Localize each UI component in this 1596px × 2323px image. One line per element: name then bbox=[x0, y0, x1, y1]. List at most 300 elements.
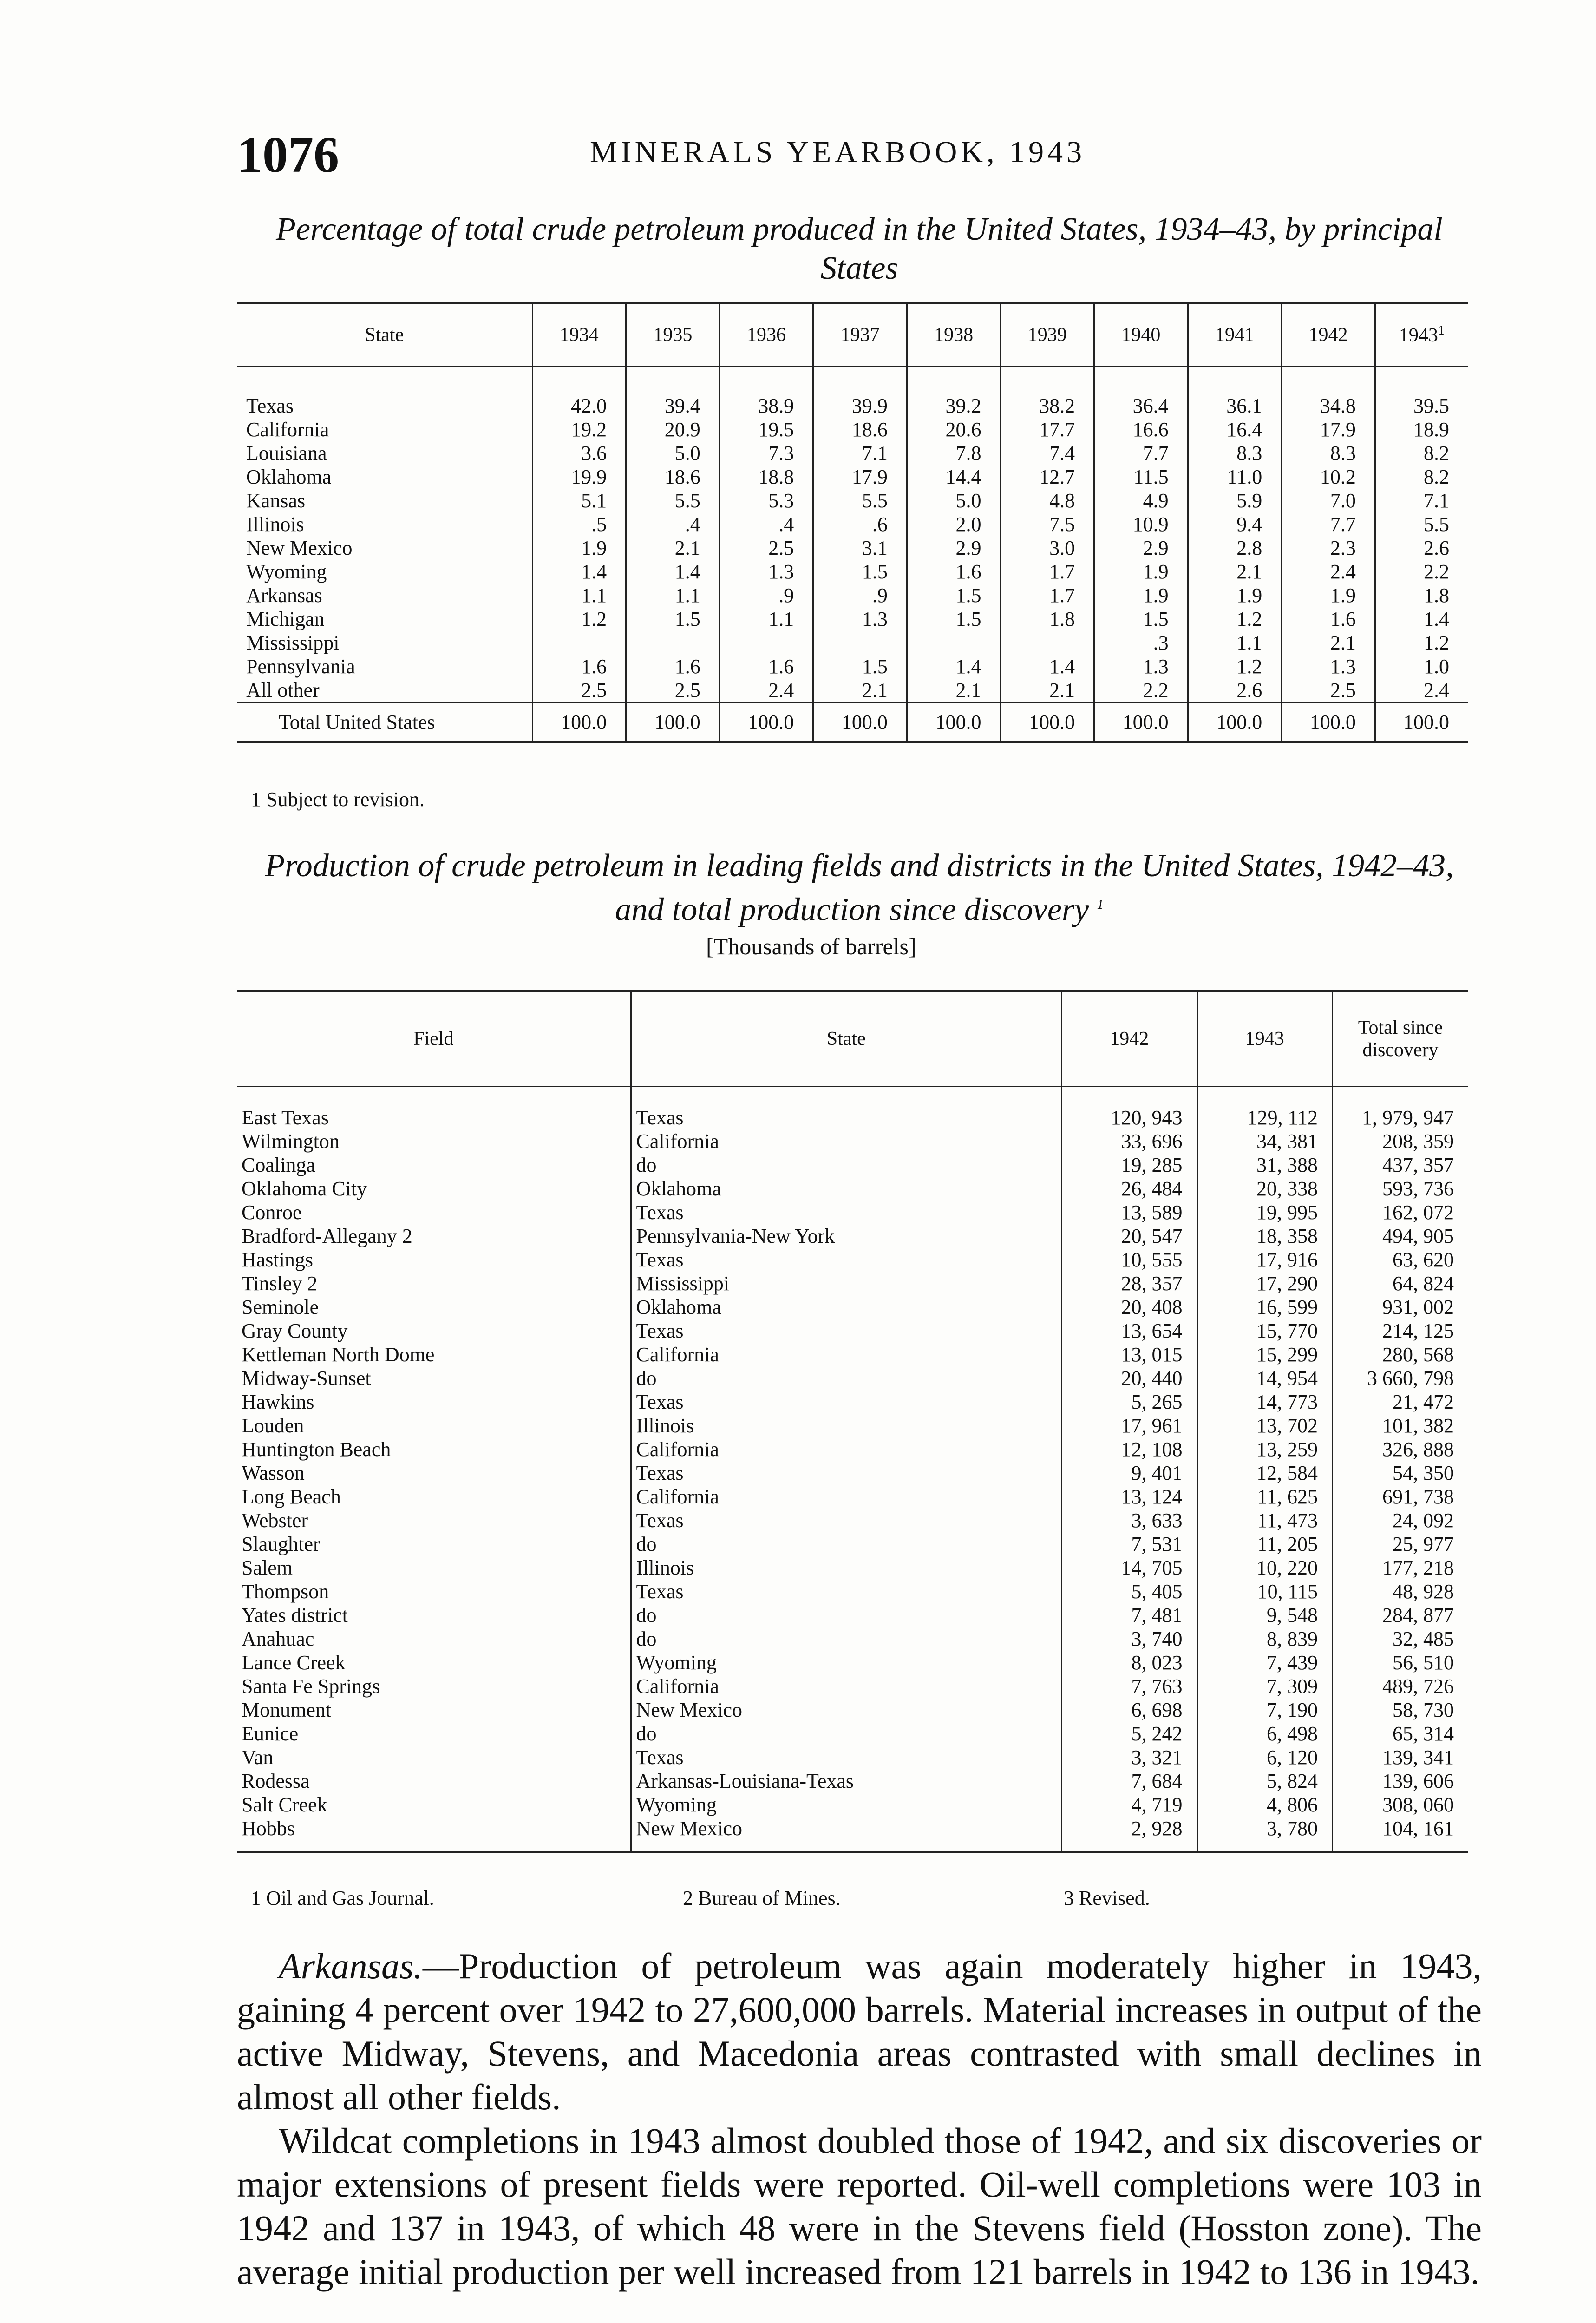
percentage-cell bbox=[626, 631, 720, 655]
state-name: Oklahoma bbox=[631, 1177, 1062, 1201]
percentage-cell: 1.7 bbox=[1001, 584, 1094, 607]
percentage-cell: 2.5 bbox=[626, 678, 720, 703]
percentage-cell: 12.7 bbox=[1001, 465, 1094, 489]
production-1943: 6, 498 bbox=[1197, 1722, 1333, 1746]
percentage-cell: 17.9 bbox=[813, 465, 907, 489]
table-row bbox=[237, 1722, 1468, 1746]
table-row bbox=[237, 465, 1468, 489]
production-1942: 17, 961 bbox=[1062, 1414, 1197, 1437]
percentage-cell: 2.1 bbox=[626, 536, 720, 560]
table-row bbox=[237, 1793, 1468, 1817]
column-header: 1942 bbox=[1062, 991, 1197, 1087]
production-1943: 14, 773 bbox=[1197, 1390, 1333, 1414]
percentage-cell: 7.0 bbox=[1282, 489, 1375, 512]
production-1943: 12, 584 bbox=[1197, 1461, 1333, 1485]
percentage-cell: 14.4 bbox=[907, 465, 1001, 489]
production-1943: 11, 625 bbox=[1197, 1485, 1333, 1509]
table-row bbox=[237, 1769, 1468, 1793]
column-header: 1934 bbox=[532, 303, 626, 367]
production-1943: 20, 338 bbox=[1197, 1177, 1333, 1201]
percentage-cell: 10.9 bbox=[1094, 512, 1188, 536]
total-since-discovery: 214, 125 bbox=[1333, 1319, 1468, 1343]
field-name: Wilmington bbox=[242, 1130, 340, 1153]
percentage-cell: 1.3 bbox=[1282, 655, 1375, 678]
production-1942: 5, 242 bbox=[1062, 1722, 1197, 1746]
percentage-cell: 2.9 bbox=[907, 536, 1001, 560]
percentage-cell: .4 bbox=[626, 512, 720, 536]
field-production-table bbox=[237, 990, 1468, 1853]
percentage-cell: 2.6 bbox=[1188, 678, 1282, 703]
state-name: Texas bbox=[631, 1580, 1062, 1603]
field-name: Huntington Beach bbox=[242, 1438, 391, 1461]
percentage-cell: 7.8 bbox=[907, 441, 1001, 465]
percentage-cell: 2.8 bbox=[1188, 536, 1282, 560]
field-name: Coalinga bbox=[242, 1154, 315, 1176]
table-row bbox=[237, 367, 1468, 418]
production-1943: 7, 190 bbox=[1197, 1698, 1333, 1722]
total-since-discovery: 489, 726 bbox=[1333, 1674, 1468, 1698]
percentage-cell: 1.9 bbox=[1188, 584, 1282, 607]
percentage-cell: 2.1 bbox=[1282, 631, 1375, 655]
percentage-cell: 3.1 bbox=[813, 536, 907, 560]
percentage-cell: 7.1 bbox=[1375, 489, 1468, 512]
percentage-cell: 4.8 bbox=[1001, 489, 1094, 512]
production-1942: 9, 401 bbox=[1062, 1461, 1197, 1485]
production-1943: 5, 824 bbox=[1197, 1769, 1333, 1793]
production-1942: 7, 531 bbox=[1062, 1532, 1197, 1556]
column-header: State bbox=[237, 303, 532, 367]
field-name: Hawkins bbox=[242, 1391, 314, 1413]
production-1942: 7, 763 bbox=[1062, 1674, 1197, 1698]
running-head: MINERALS YEARBOOK, 1943 bbox=[590, 135, 1086, 169]
production-1943: 10, 220 bbox=[1197, 1556, 1333, 1580]
total-since-discovery: 65, 314 bbox=[1333, 1722, 1468, 1746]
percentage-cell: 16.4 bbox=[1188, 418, 1282, 441]
percentage-cell: 2.5 bbox=[532, 678, 626, 703]
total-since-discovery: 54, 350 bbox=[1333, 1461, 1468, 1485]
field-name: Wasson bbox=[242, 1462, 305, 1484]
production-1943: 9, 548 bbox=[1197, 1603, 1333, 1627]
production-1943: 129, 112 bbox=[1197, 1087, 1333, 1130]
percentage-cell: 1.4 bbox=[907, 655, 1001, 678]
percentage-cell: 1.4 bbox=[532, 560, 626, 584]
percentage-cell: 2.0 bbox=[907, 512, 1001, 536]
percentage-cell: 8.3 bbox=[1282, 441, 1375, 465]
percentage-cell: 1.8 bbox=[1001, 607, 1094, 631]
table-row bbox=[237, 1627, 1468, 1651]
field-name: Thompson bbox=[242, 1580, 329, 1603]
paragraph: Wildcat completions in 1943 almost doubled those of 1942, and six discoveries or major extensions of present fields were reported. Oil-well completions were 103 in 1942 and 137 in 1943, of which 48 were in the Stevens field (Hosston zone). The average initial production per well increased from 121 barrels in 1942 to 136 in 1943. bbox=[237, 2120, 1482, 2292]
column-header: Field bbox=[237, 991, 631, 1087]
table-row bbox=[237, 1129, 1468, 1153]
percentage-cell: 2.1 bbox=[1188, 560, 1282, 584]
percentage-cell: 19.5 bbox=[720, 418, 813, 441]
table1-footnote: 1 Subject to revision. bbox=[251, 788, 425, 811]
state-name: Mississippi bbox=[631, 1272, 1062, 1295]
total-since-discovery: 691, 738 bbox=[1333, 1485, 1468, 1509]
production-1942: 13, 124 bbox=[1062, 1485, 1197, 1509]
state-name: California bbox=[246, 418, 329, 441]
field-name: Eunice bbox=[242, 1722, 299, 1745]
production-1942: 12, 108 bbox=[1062, 1437, 1197, 1461]
percentage-cell: 7.1 bbox=[813, 441, 907, 465]
percentage-cell: 1.0 bbox=[1375, 655, 1468, 678]
percentage-cell: 20.6 bbox=[907, 418, 1001, 441]
field-name: Salem bbox=[242, 1556, 293, 1579]
production-1943: 11, 473 bbox=[1197, 1509, 1333, 1532]
percentage-cell: 36.4 bbox=[1094, 367, 1188, 418]
table-row bbox=[237, 1153, 1468, 1177]
state-name: Mississippi bbox=[246, 631, 340, 654]
percentage-cell: 38.9 bbox=[720, 367, 813, 418]
units-note: [Thousands of barrels] bbox=[706, 933, 916, 959]
table-row bbox=[237, 1437, 1468, 1461]
percentage-cell bbox=[907, 631, 1001, 655]
percentage-cell: 1.2 bbox=[1375, 631, 1468, 655]
percentage-cell: 1.2 bbox=[1188, 607, 1282, 631]
percentage-cell: 9.4 bbox=[1188, 512, 1282, 536]
table-row bbox=[237, 1509, 1468, 1532]
percentage-cell: 1.9 bbox=[1282, 584, 1375, 607]
production-1942: 3, 321 bbox=[1062, 1746, 1197, 1769]
state-name: Illinois bbox=[246, 513, 304, 536]
field-name: Louden bbox=[242, 1414, 304, 1437]
percentage-cell: 18.6 bbox=[626, 465, 720, 489]
percentage-cell: 1.2 bbox=[1188, 655, 1282, 678]
table2-footnote: 3 Revised. bbox=[1064, 1887, 1150, 1910]
table-row bbox=[237, 1461, 1468, 1485]
percentage-cell: 2.5 bbox=[1282, 678, 1375, 703]
production-1943: 3, 780 bbox=[1197, 1817, 1333, 1852]
table-row bbox=[237, 489, 1468, 512]
field-name: Salt Creek bbox=[242, 1793, 327, 1816]
percentage-cell: .6 bbox=[813, 512, 907, 536]
table1-title: Percentage of total crude petroleum produced in the United States, 1934–43, by principal States bbox=[276, 211, 1443, 286]
total-since-discovery: 3 660, 798 bbox=[1333, 1366, 1468, 1390]
production-1943: 34, 381 bbox=[1197, 1129, 1333, 1153]
percentage-cell: 2.1 bbox=[813, 678, 907, 703]
production-1943: 16, 599 bbox=[1197, 1295, 1333, 1319]
production-1942: 6, 698 bbox=[1062, 1698, 1197, 1722]
state-name: do bbox=[631, 1722, 1062, 1746]
column-header: 1938 bbox=[907, 303, 1001, 367]
field-name: Van bbox=[242, 1746, 274, 1769]
table-row bbox=[237, 536, 1468, 560]
field-name: Rodessa bbox=[242, 1770, 310, 1792]
total-since-discovery: 48, 928 bbox=[1333, 1580, 1468, 1603]
column-header: 1939 bbox=[1001, 303, 1094, 367]
total-since-discovery: 56, 510 bbox=[1333, 1651, 1468, 1674]
percentage-cell: 1.6 bbox=[720, 655, 813, 678]
production-1942: 2, 928 bbox=[1062, 1817, 1197, 1852]
production-1942: 26, 484 bbox=[1062, 1177, 1197, 1201]
column-header: State bbox=[631, 991, 1062, 1087]
production-1943: 7, 309 bbox=[1197, 1674, 1333, 1698]
production-1942: 8, 023 bbox=[1062, 1651, 1197, 1674]
total-since-discovery: 308, 060 bbox=[1333, 1793, 1468, 1817]
percentage-cell: 2.2 bbox=[1094, 678, 1188, 703]
state-name: New Mexico bbox=[246, 537, 353, 559]
column-header: 1936 bbox=[720, 303, 813, 367]
percentage-cell: 5.9 bbox=[1188, 489, 1282, 512]
field-name: Lance Creek bbox=[242, 1651, 346, 1674]
table-row bbox=[237, 1556, 1468, 1580]
percentage-cell: 2.4 bbox=[1282, 560, 1375, 584]
column-header: 1942 bbox=[1282, 303, 1375, 367]
state-name: Texas bbox=[631, 1509, 1062, 1532]
total-since-discovery: 284, 877 bbox=[1333, 1603, 1468, 1627]
table-row bbox=[237, 1580, 1468, 1603]
production-1943: 6, 120 bbox=[1197, 1746, 1333, 1769]
percentage-cell: 1.5 bbox=[907, 607, 1001, 631]
percentage-cell: 2.5 bbox=[720, 536, 813, 560]
percentage-cell: 1.8 bbox=[1375, 584, 1468, 607]
field-name: Bradford-Allegany 2 bbox=[242, 1225, 412, 1247]
percentage-cell: 1.5 bbox=[813, 560, 907, 584]
percentage-cell: .4 bbox=[720, 512, 813, 536]
total-label: Total United States bbox=[237, 703, 532, 742]
production-1943: 8, 839 bbox=[1197, 1627, 1333, 1651]
production-1942: 3, 633 bbox=[1062, 1509, 1197, 1532]
table-row bbox=[237, 1087, 1468, 1130]
state-name: Arkansas-Louisiana-Texas bbox=[631, 1769, 1062, 1793]
column-header: 1943$^1$ bbox=[1375, 303, 1468, 367]
field-name: Kettleman North Dome bbox=[242, 1343, 435, 1366]
table-row bbox=[237, 1485, 1468, 1509]
field-name: Long Beach bbox=[242, 1485, 341, 1508]
field-name: East Texas bbox=[242, 1106, 329, 1129]
table-row bbox=[237, 631, 1468, 655]
table-row bbox=[237, 1272, 1468, 1295]
percentage-cell: 5.0 bbox=[907, 489, 1001, 512]
table-row bbox=[237, 1201, 1468, 1224]
percentage-cell: 2.2 bbox=[1375, 560, 1468, 584]
total-since-discovery: 494, 905 bbox=[1333, 1224, 1468, 1248]
percentage-cell: 3.6 bbox=[532, 441, 626, 465]
percentage-cell: 1.3 bbox=[1094, 655, 1188, 678]
percentage-cell: 5.5 bbox=[626, 489, 720, 512]
field-name: Seminole bbox=[242, 1296, 319, 1319]
percentage-cell: 7.4 bbox=[1001, 441, 1094, 465]
field-name: Tinsley 2 bbox=[242, 1272, 318, 1295]
production-1942: 4, 719 bbox=[1062, 1793, 1197, 1817]
table2-footnote: 1 Oil and Gas Journal. bbox=[251, 1887, 434, 1910]
percentage-cell: 1.3 bbox=[813, 607, 907, 631]
total-since-discovery: 931, 002 bbox=[1333, 1295, 1468, 1319]
state-name: Louisiana bbox=[246, 442, 327, 465]
column-header: 1941 bbox=[1188, 303, 1282, 367]
state-name: California bbox=[631, 1674, 1062, 1698]
column-header: 1940 bbox=[1094, 303, 1188, 367]
field-name: Midway-Sunset bbox=[242, 1367, 371, 1390]
state-name: Wyoming bbox=[246, 560, 327, 583]
percentage-cell bbox=[813, 631, 907, 655]
production-1942: 13, 589 bbox=[1062, 1201, 1197, 1224]
percentage-cell: 1.6 bbox=[626, 655, 720, 678]
field-name: Gray County bbox=[242, 1319, 348, 1342]
percentage-cell: 20.9 bbox=[626, 418, 720, 441]
production-1943: 15, 770 bbox=[1197, 1319, 1333, 1343]
production-1942: 3, 740 bbox=[1062, 1627, 1197, 1651]
percentage-cell bbox=[720, 631, 813, 655]
total-since-discovery: 208, 359 bbox=[1333, 1129, 1468, 1153]
table-row bbox=[237, 1248, 1468, 1272]
percentage-cell: 2.4 bbox=[720, 678, 813, 703]
state-name: Wyoming bbox=[631, 1651, 1062, 1674]
total-since-discovery: 21, 472 bbox=[1333, 1390, 1468, 1414]
table-row bbox=[237, 1224, 1468, 1248]
production-1943: 17, 290 bbox=[1197, 1272, 1333, 1295]
body-text bbox=[237, 1944, 1482, 2294]
percentage-cell: 1.1 bbox=[532, 584, 626, 607]
field-name: Slaughter bbox=[242, 1533, 320, 1555]
state-name: Pennsylvania-New York bbox=[631, 1224, 1062, 1248]
table-row bbox=[237, 1390, 1468, 1414]
table-row bbox=[237, 1366, 1468, 1390]
percentage-cell: 1.6 bbox=[907, 560, 1001, 584]
percentage-cell: 7.5 bbox=[1001, 512, 1094, 536]
table-row bbox=[237, 1343, 1468, 1366]
table-row bbox=[237, 1603, 1468, 1627]
table-row bbox=[237, 441, 1468, 465]
percentage-cell: .9 bbox=[720, 584, 813, 607]
percentage-cell: 1.4 bbox=[626, 560, 720, 584]
percentage-cell: 2.1 bbox=[907, 678, 1001, 703]
percentage-cell: 11.0 bbox=[1188, 465, 1282, 489]
total-since-discovery: 326, 888 bbox=[1333, 1437, 1468, 1461]
total-since-discovery: 58, 730 bbox=[1333, 1698, 1468, 1722]
table-row bbox=[237, 1651, 1468, 1674]
field-name: Hastings bbox=[242, 1248, 313, 1271]
percentage-cell: 2.3 bbox=[1282, 536, 1375, 560]
table-row bbox=[237, 560, 1468, 584]
percentage-cell: 1.5 bbox=[1094, 607, 1188, 631]
table-row bbox=[237, 678, 1468, 703]
percentage-cell: 10.2 bbox=[1282, 465, 1375, 489]
production-1943: 15, 299 bbox=[1197, 1343, 1333, 1366]
percentage-cell: 17.9 bbox=[1282, 418, 1375, 441]
percentage-cell: 5.0 bbox=[626, 441, 720, 465]
production-1942: 33, 696 bbox=[1062, 1129, 1197, 1153]
percentage-cell: 39.2 bbox=[907, 367, 1001, 418]
table-row bbox=[237, 655, 1468, 678]
percentage-cell: 1.6 bbox=[532, 655, 626, 678]
percentage-cell: 7.7 bbox=[1094, 441, 1188, 465]
production-1942: 120, 943 bbox=[1062, 1087, 1197, 1130]
total-since-discovery: 25, 977 bbox=[1333, 1532, 1468, 1556]
production-1942: 20, 440 bbox=[1062, 1366, 1197, 1390]
percentage-cell: 39.5 bbox=[1375, 367, 1468, 418]
total-since-discovery: 139, 606 bbox=[1333, 1769, 1468, 1793]
table2-title: Production of crude petroleum in leading fields and districts in the United States, 1942–43, and total production since discovery $^1$ bbox=[265, 848, 1454, 928]
table-row bbox=[237, 1674, 1468, 1698]
production-1942: 5, 265 bbox=[1062, 1390, 1197, 1414]
percentage-cell bbox=[532, 631, 626, 655]
percentage-cell: 18.9 bbox=[1375, 418, 1468, 441]
percentage-cell: 5.5 bbox=[1375, 512, 1468, 536]
percentage-cell: 36.1 bbox=[1188, 367, 1282, 418]
state-name: California bbox=[631, 1437, 1062, 1461]
production-1943: 13, 259 bbox=[1197, 1437, 1333, 1461]
percentage-cell: 1.4 bbox=[1001, 655, 1094, 678]
production-1943: 14, 954 bbox=[1197, 1366, 1333, 1390]
percentage-cell: 34.8 bbox=[1282, 367, 1375, 418]
column-header: 1937 bbox=[813, 303, 907, 367]
state-name: Oklahoma bbox=[246, 466, 332, 488]
percentage-cell: .9 bbox=[813, 584, 907, 607]
percentage-cell: 42.0 bbox=[532, 367, 626, 418]
percentage-cell: 2.9 bbox=[1094, 536, 1188, 560]
column-header: 1943 bbox=[1197, 991, 1333, 1087]
total-since-discovery: 593, 736 bbox=[1333, 1177, 1468, 1201]
percentage-cell: 7.7 bbox=[1282, 512, 1375, 536]
table-row bbox=[237, 512, 1468, 536]
production-1942: 13, 015 bbox=[1062, 1343, 1197, 1366]
production-1943: 10, 115 bbox=[1197, 1580, 1333, 1603]
production-1943: 13, 702 bbox=[1197, 1414, 1333, 1437]
production-1942: 20, 408 bbox=[1062, 1295, 1197, 1319]
field-name: Webster bbox=[242, 1509, 308, 1532]
percentage-cell: 5.3 bbox=[720, 489, 813, 512]
field-name: Anahuac bbox=[242, 1627, 314, 1650]
percentage-cell: 5.5 bbox=[813, 489, 907, 512]
production-1942: 20, 547 bbox=[1062, 1224, 1197, 1248]
table-row bbox=[237, 1414, 1468, 1437]
state-name: Texas bbox=[246, 394, 294, 417]
percentage-cell: 1.9 bbox=[1094, 560, 1188, 584]
percentage-cell: 1.7 bbox=[1001, 560, 1094, 584]
state-name: Texas bbox=[631, 1087, 1062, 1130]
percentage-cell: 1.1 bbox=[720, 607, 813, 631]
state-percentage-table bbox=[237, 302, 1468, 743]
paragraph: Arkansas.—Production of petroleum was again moderately higher in 1943, gaining 4 percent over 1942 to 27,600,000 barrels. Material increases in output of the active Midway, Stevens, and Macedonia areas contrasted with small declines in almost all other fields. bbox=[237, 1946, 1482, 2117]
state-name: New Mexico bbox=[631, 1817, 1062, 1852]
total-since-discovery: 104, 161 bbox=[1333, 1817, 1468, 1852]
field-name: Monument bbox=[242, 1699, 332, 1721]
field-name: Santa Fe Springs bbox=[242, 1675, 380, 1698]
percentage-cell: 7.3 bbox=[720, 441, 813, 465]
percentage-cell: 39.9 bbox=[813, 367, 907, 418]
percentage-cell: 1.9 bbox=[532, 536, 626, 560]
percentage-cell: .3 bbox=[1094, 631, 1188, 655]
column-header: Total since discovery bbox=[1333, 991, 1468, 1087]
field-name: Oklahoma City bbox=[242, 1177, 367, 1200]
state-name: do bbox=[631, 1366, 1062, 1390]
table-row bbox=[237, 1698, 1468, 1722]
percentage-cell: 2.6 bbox=[1375, 536, 1468, 560]
production-1943: 7, 439 bbox=[1197, 1651, 1333, 1674]
state-name: do bbox=[631, 1627, 1062, 1651]
percentage-cell: 19.9 bbox=[532, 465, 626, 489]
percentage-cell: 1.4 bbox=[1375, 607, 1468, 631]
percentage-cell: 1.1 bbox=[626, 584, 720, 607]
production-1942: 14, 705 bbox=[1062, 1556, 1197, 1580]
percentage-cell: 18.6 bbox=[813, 418, 907, 441]
table-row bbox=[237, 1817, 1468, 1852]
percentage-cell: 8.2 bbox=[1375, 465, 1468, 489]
state-name: California bbox=[631, 1129, 1062, 1153]
table-row bbox=[237, 584, 1468, 607]
total-since-discovery: 162, 072 bbox=[1333, 1201, 1468, 1224]
state-name: Wyoming bbox=[631, 1793, 1062, 1817]
table-row bbox=[237, 607, 1468, 631]
percentage-cell: 38.2 bbox=[1001, 367, 1094, 418]
state-name: Oklahoma bbox=[631, 1295, 1062, 1319]
state-name: Texas bbox=[631, 1319, 1062, 1343]
state-name: Michigan bbox=[246, 608, 325, 630]
page-number: 1076 bbox=[237, 126, 339, 183]
percentage-cell: 39.4 bbox=[626, 367, 720, 418]
